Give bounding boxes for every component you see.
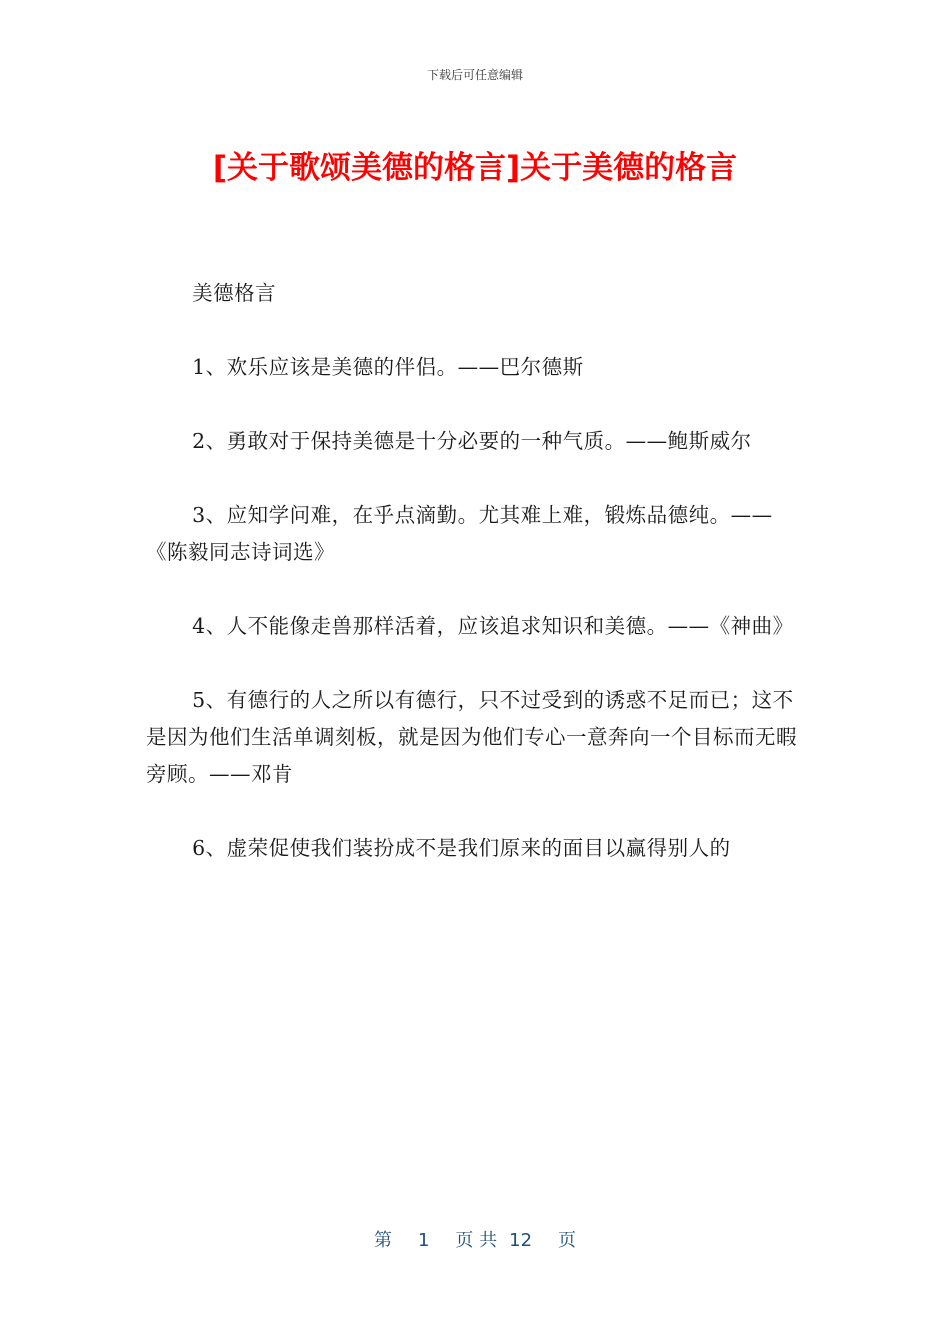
- paragraph-quote-3: 3、应知学问难，在乎点滴勤。尤其难上难，锻炼品德纯。——《陈毅同志诗词选》: [146, 503, 773, 564]
- document-body: [146, 275, 814, 904]
- footer-page-number: 1: [417, 1230, 430, 1251]
- paragraph-quote-6: 6、虚荣促使我们装扮成不是我们原来的面目以赢得别人的: [192, 836, 731, 860]
- page-footer: [0, 1226, 950, 1252]
- footer-prefix: 第: [373, 1230, 392, 1251]
- paragraph-quote-2: 2、勇敢对于保持美德是十分必要的一种气质。——鲍斯威尔: [192, 429, 752, 453]
- paragraph-quote-1: 1、欢乐应该是美德的伴侣。——巴尔德斯: [192, 355, 584, 379]
- document-title: [关于歌颂美德的格言]关于美德的格言: [212, 150, 738, 186]
- footer-middle: 页 共: [455, 1230, 498, 1251]
- footer-total-pages: 12: [509, 1230, 533, 1251]
- paragraph-heading: 美德格言: [192, 281, 277, 305]
- paragraph-quote-4: 4、人不能像走兽那样活着，应该追求知识和美德。——《神曲》: [192, 614, 794, 638]
- header-note: 下载后可任意编辑: [426, 68, 523, 82]
- paragraph-quote-5: 5、有德行的人之所以有德行，只不过受到的诱惑不足而已；这不是因为他们生活单调刻板，就是因为他们专心一意奔向一个目标而无暇旁顾。——邓肯: [146, 688, 797, 786]
- footer-suffix: 页: [558, 1230, 577, 1251]
